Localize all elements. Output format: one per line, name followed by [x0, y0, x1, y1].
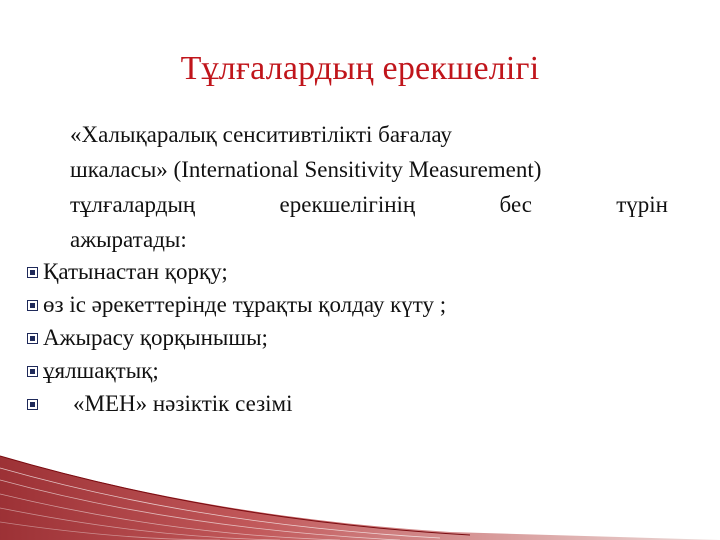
intro-line: шкаласы» (International Sensitivity Measurement): [70, 157, 542, 182]
bullet-text: ұялшақтық;: [43, 358, 159, 383]
list-item: [27, 288, 697, 321]
checkbox-square-icon: [27, 366, 38, 377]
bullet-text: «МЕН» нәзіктік сезімі: [73, 391, 293, 416]
slide-title: Тұлғалардың ерекшелігі: [180, 50, 540, 87]
intro-line: тұлғалардың ерекшелігінің бес түрін: [70, 192, 668, 217]
bullet-text: өз іс әрекеттерінде тұрақты қолдау күту ;: [43, 292, 447, 317]
checkbox-square-icon: [27, 267, 38, 278]
checkbox-square-icon: [27, 333, 38, 344]
intro-line: ажыратады:: [70, 227, 187, 252]
intro-line: «Халықаралық сенситивтілікті бағалау: [70, 122, 452, 147]
checkbox-square-icon: [27, 300, 38, 311]
list-item: [27, 387, 697, 420]
list-item: [27, 354, 697, 387]
bullet-text: Ажырасу қорқынышы;: [43, 325, 268, 350]
list-item: [27, 255, 697, 288]
checkbox-square-icon: [27, 399, 38, 410]
bullet-list: [27, 255, 697, 420]
intro-paragraph: [70, 117, 668, 257]
list-item: [27, 321, 697, 354]
decorative-ribbon: [0, 450, 720, 540]
bullet-text: Қатынастан қорқу;: [43, 259, 228, 284]
